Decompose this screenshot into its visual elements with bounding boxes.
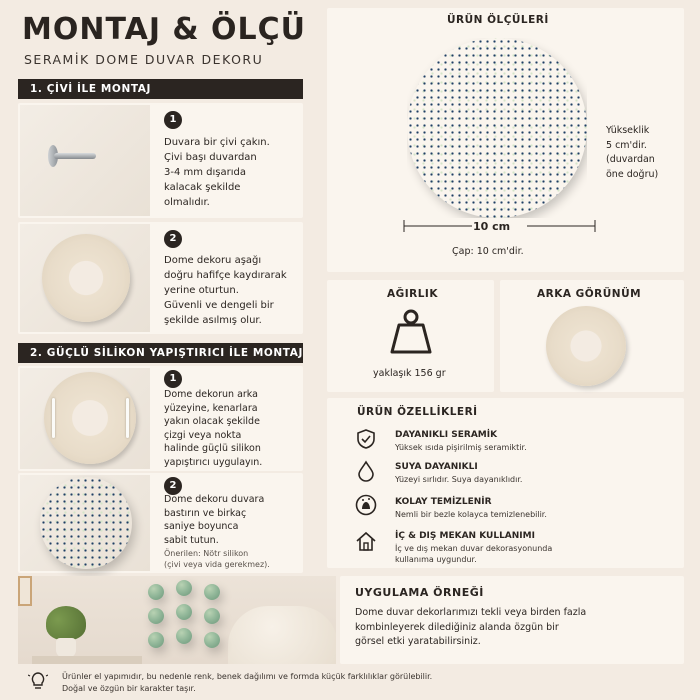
shield-check-icon [355,428,377,450]
room-example-photo [18,576,336,664]
plant-icon [46,606,86,640]
step-card-silicone-1 [18,366,303,471]
nail-photo [20,105,150,216]
dome-back-image [44,372,136,464]
step-note: Önerilen: Nötr silikon (çivi veya vida gerekmez). [164,549,270,569]
cleaning-icon [355,494,377,516]
page-title: MONTAJ & ÖLÇÜ [22,12,307,47]
step-text: Dome dekoru duvara bastırın ve birkaç saniye boyunca sabit tutun. [164,494,265,546]
dome-wall-item [176,604,192,620]
dimensions-title: ÜRÜN ÖLÇÜLERİ [447,14,549,26]
feature-desc: Yüksek ısıda pişirilmiş seramiktir. [395,443,527,452]
feature-title: KOLAY TEMİZLENİR [395,497,492,507]
back-view-panel [500,280,684,392]
features-title: ÜRÜN ÖZELLİKLERİ [357,406,478,418]
weight-icon [389,308,433,354]
ring-photo [20,224,150,332]
width-label: 10 cm [473,220,511,233]
example-text: Dome duvar dekorlarımızı tekli veya birden fazla kombinleyerek dilediğiniz alanda özgün bir görsel etki yaratabilirsiniz. [355,607,587,647]
height-text: Yükseklik 5 cm'dir. (duvardan öne doğru) [606,125,659,180]
feature-desc: İç ve dış mekan duvar dekorasyonunda kullanıma uygundur. [395,544,553,564]
example-panel [340,576,684,664]
dome-back-image [42,234,130,322]
step-number: 2 [164,477,182,495]
dome-wall-item [148,584,164,600]
step-number: 2 [164,230,182,248]
silicone-line [126,398,129,438]
section-nail-title: 1. ÇİVİ İLE MONTAJ [18,79,303,99]
diameter-text: Çap: 10 cm'dir. [452,246,524,257]
silicone-photo [20,368,150,469]
step-text: Dome dekorun arka yüzeyine, kenarlara yakın olacak şekilde çizgi veya nokta halinde güçlü silikon yapıştırıcı uygulayın. [164,389,263,468]
step-number: 1 [164,370,182,388]
weight-value: yaklaşık 156 gr [373,368,446,379]
footer-line-2: Doğal ve özgün bir karakter taşır. [62,684,196,693]
side-table [32,656,142,664]
vase [56,638,76,658]
feature-desc: Yüzeyi sırlıdır. Suya dayanıklıdır. [395,475,523,484]
feature-title: SUYA DAYANIKLI [395,462,478,472]
dimensions-panel [327,8,684,272]
house-icon [355,530,377,552]
feature-title: DAYANIKLI SERAMİK [395,430,498,440]
feature-desc: Nemli bir bezle kolayca temizlenebilir. [395,510,547,519]
dome-large-image [407,38,587,218]
dome-wall-item [148,608,164,624]
step-text: Duvara bir çivi çakın. Çivi başı duvardan 3-4 mm dışarıda kalacak şekilde olmalıdır. [164,137,270,208]
feature-title: İÇ & DIŞ MEKAN KULLANIMI [395,531,535,541]
dome-wall-item [204,608,220,624]
footer-line-1: Ürünler el yapımıdır, bu nedenle renk, benek dağılımı ve formda küçük farklılıklar görülebilir. [62,672,433,681]
dome-wall-item [204,632,220,648]
step-card-nail-2 [18,222,303,334]
dome-wall-item [148,632,164,648]
dome-wall-item [176,580,192,596]
dome-wall-photo [20,475,150,571]
weight-title: AĞIRLIK [387,288,438,300]
dome-wall-item [204,584,220,600]
step-card-silicone-2 [18,473,303,573]
step-number: 1 [164,111,182,129]
back-view-title: ARKA GÖRÜNÜM [537,288,642,300]
weight-panel [327,280,494,392]
dome-image [40,477,132,569]
section-silicone-title: 2. GÜÇLÜ SİLİKON YAPIŞTIRICI İLE MONTAJ [18,343,303,363]
step-card-nail-1 [18,103,303,218]
dome-back-image [546,306,626,386]
lightbulb-icon [28,670,48,692]
example-title: UYGULAMA ÖRNEĞİ [355,586,484,599]
page-subtitle: SERAMİK DOME DUVAR DEKORU [24,52,264,67]
dome-wall-item [176,628,192,644]
nail-icon [48,145,96,171]
silicone-line [52,398,55,438]
features-panel [327,398,684,568]
picture-frame [18,576,32,606]
armchair [228,606,336,664]
step-text: Dome dekoru aşağı doğru hafifçe kaydırarak yerine oturtun. Güvenli ve dengeli bir şekilde asılmış olur. [164,255,287,326]
water-drop-icon [355,460,377,482]
